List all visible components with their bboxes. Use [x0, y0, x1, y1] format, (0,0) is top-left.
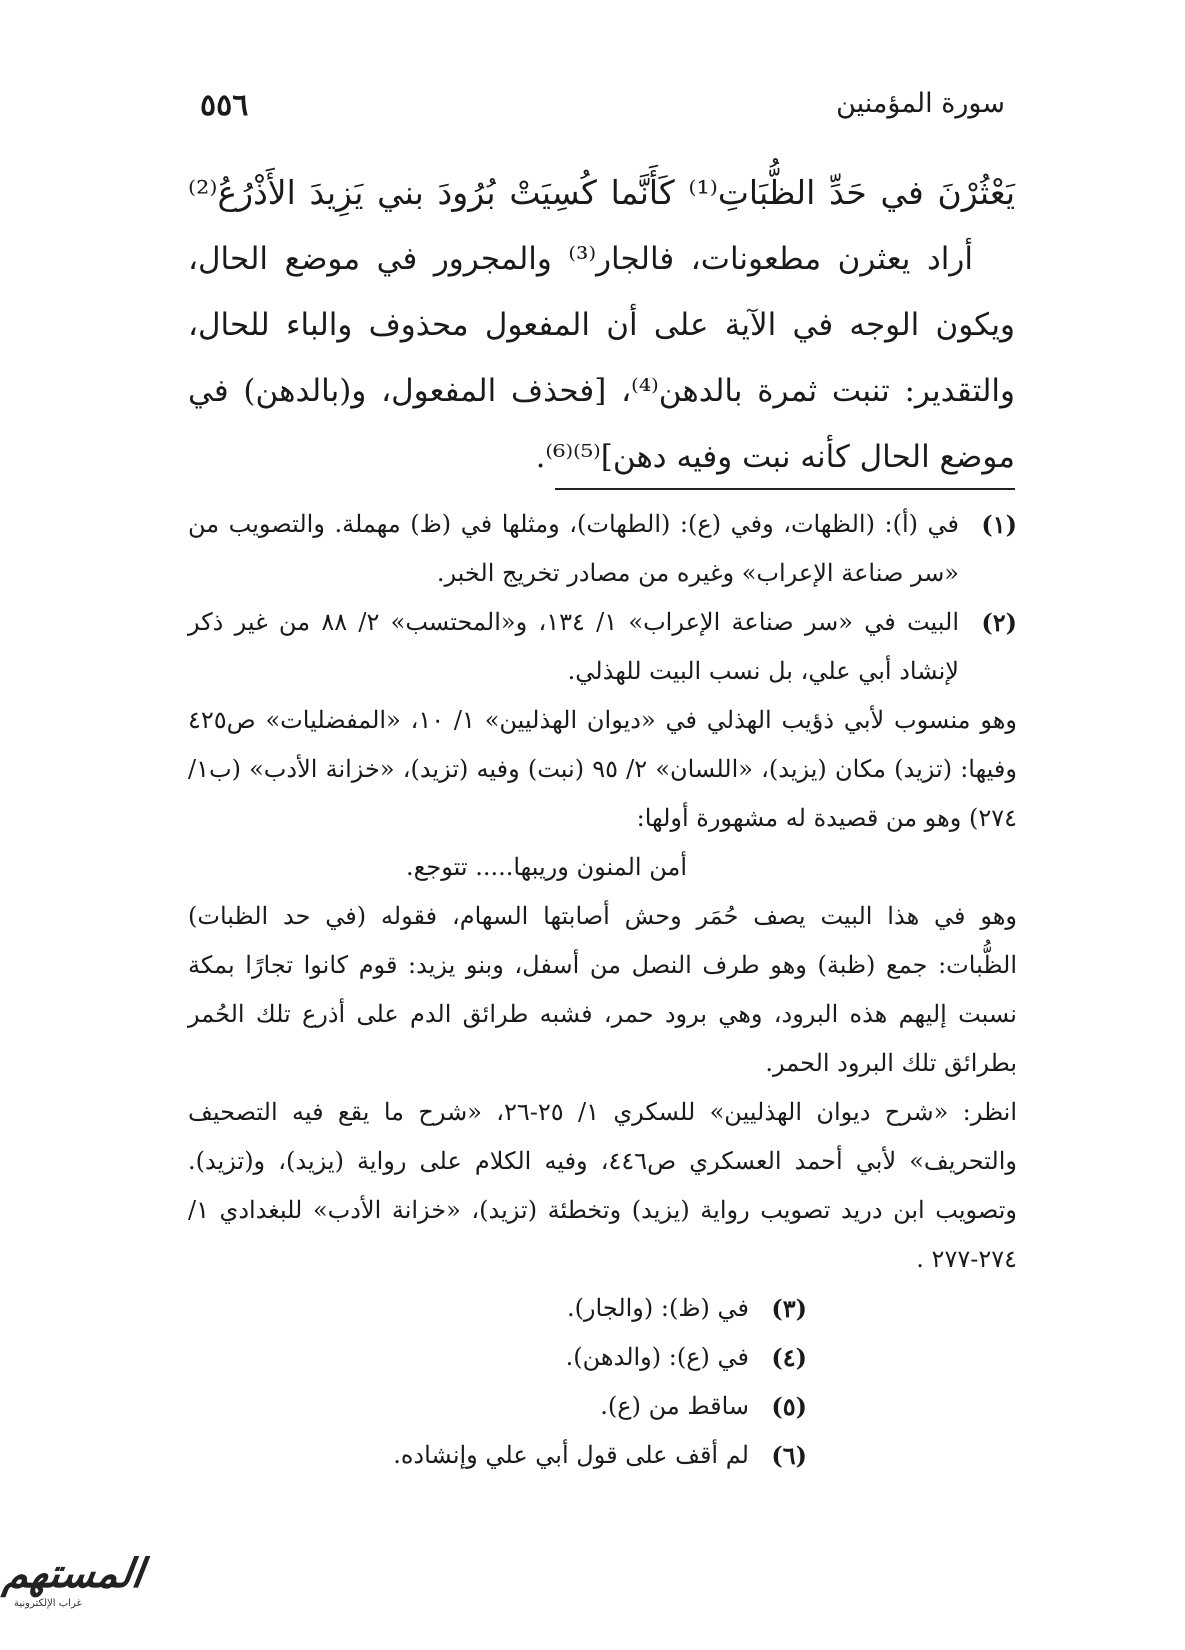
footnote-body: [188, 1382, 749, 1431]
footnote-2-continued: [188, 696, 1017, 1284]
footnote-text: في (ظ): (والجار).: [566, 1294, 749, 1322]
footnote-body: [188, 1284, 749, 1333]
footnote-6: [188, 1431, 807, 1480]
footnote-4: [188, 1333, 807, 1382]
footnote-2: [188, 598, 1017, 696]
page-header: [200, 88, 1005, 128]
footnote-5: [188, 1382, 807, 1431]
poetry-verse: يَعْثُرْنَ في حَدِّ الظُّبَاتِ⁽¹⁾ كَأَنَّما كُسِيَتْ بُرُودَ بني يَزِيدَ الأَذْرُعُ⁽²⁾: [188, 173, 1015, 212]
footnote-number: (٢): [981, 608, 1017, 637]
footnote-number: (١): [981, 510, 1017, 539]
footnote-body: [188, 1431, 749, 1480]
main-text: [188, 160, 1015, 490]
surah-title: سورة المؤمنين: [836, 88, 1005, 119]
footnote-body: [188, 598, 959, 696]
footnote-number: (٣): [771, 1294, 807, 1323]
footnote-text: البيت في «سر صناعة الإعراب» ١/ ١٣٤، و«المحتسب» ٢/ ٨٨ من غير ذكر لإنشاد أبي علي، بل نسب البيت للهذلي.: [188, 608, 960, 685]
page-number: ٥٥٦: [200, 88, 249, 123]
footnote-divider: [555, 488, 1015, 490]
footnote-text: انظر: «شرح ديوان الهذليين» للسكري ١/ ٢٥-٢٦، «شرح ما يقع فيه التصحيف والتحريف» لأبي أحمد العسكري ص٤٤٦، وفيه الكلام على رواية (يزيد)، و(تزيد). وتصويب ابن دريد تصويب رواية (يزيد) وتخطئة (تزيد)، «خزانة الأدب» للبغدادي ١/ ٢٧٤-٢٧٧ .: [188, 1098, 1017, 1273]
footnote-number: (٥): [771, 1392, 807, 1421]
footnote-text: ساقط من (ع).: [600, 1392, 749, 1420]
publisher-logo: [0, 1550, 147, 1620]
poem-excerpt: أمن المنون وريبها..... تتوجع.: [406, 853, 687, 881]
footnote-number: (٦): [771, 1441, 807, 1470]
logo-mark: المستهم: [0, 1550, 147, 1597]
footnotes: [188, 500, 1017, 1480]
logo-subtitle: غراب الإلكترونية: [14, 1598, 82, 1609]
footnote-text: وهو في هذا البيت يصف حُمَر وحش أصابتها السهام، فقوله (في حد الظبات) الظُّبات: جمع (ظبة) وهو طرف النصل من أسفل، وبنو يزيد: قوم كانوا تجارًا بمكة نسبت إليهم هذه البرود، وهي برود حمر، فشبه طرائق الدم على أذرع تلك الحُمر بطرائق تلك البرود الحمر.: [188, 902, 1017, 1077]
footnote-1: [188, 500, 1017, 598]
footnote-text: في (ع): (والدهن).: [565, 1343, 749, 1371]
footnote-text: لم أقف على قول أبي علي وإنشاده.: [393, 1441, 749, 1469]
footnote-text: وهو منسوب لأبي ذؤيب الهذلي في «ديوان الهذليين» ١/ ١٠، «المفضليات» ص٤٢٥ وفيها: (تزيد) مكان (يزيد)، «اللسان» ٢/ ٩٥ (نبت) وفيه (تزيد)، «خزانة الأدب» (ب١/ ٢٧٤) وهو من قصيدة له مشهورة أولها:: [188, 706, 1017, 832]
footnote-body: [188, 1333, 749, 1382]
footnote-text: في (أ): (الظهات، وفي (ع): (الطهات)، ومثلها في (ظ) مهملة. والتصويب من «سر صناعة الإعراب» وغيره من مصادر تخريج الخبر.: [188, 510, 959, 587]
footnote-body: [188, 500, 959, 598]
short-footnotes: [188, 1284, 1017, 1480]
footnote-3: [188, 1284, 807, 1333]
commentary-paragraph: أراد يعثرن مطعونات، فالجار⁽³⁾ والمجرور في موضع الحال، ويكون الوجه في الآية على أن المفعول محذوف والباء للحال، والتقدير: تنبت ثمرة بالدهن⁽⁴⁾، [فحذف المفعول، و(بالدهن) في موضع الحال كأنه نبت وفيه دهن]⁽⁵⁾⁽⁶⁾.: [188, 241, 1015, 475]
footnote-number: (٤): [771, 1343, 807, 1372]
